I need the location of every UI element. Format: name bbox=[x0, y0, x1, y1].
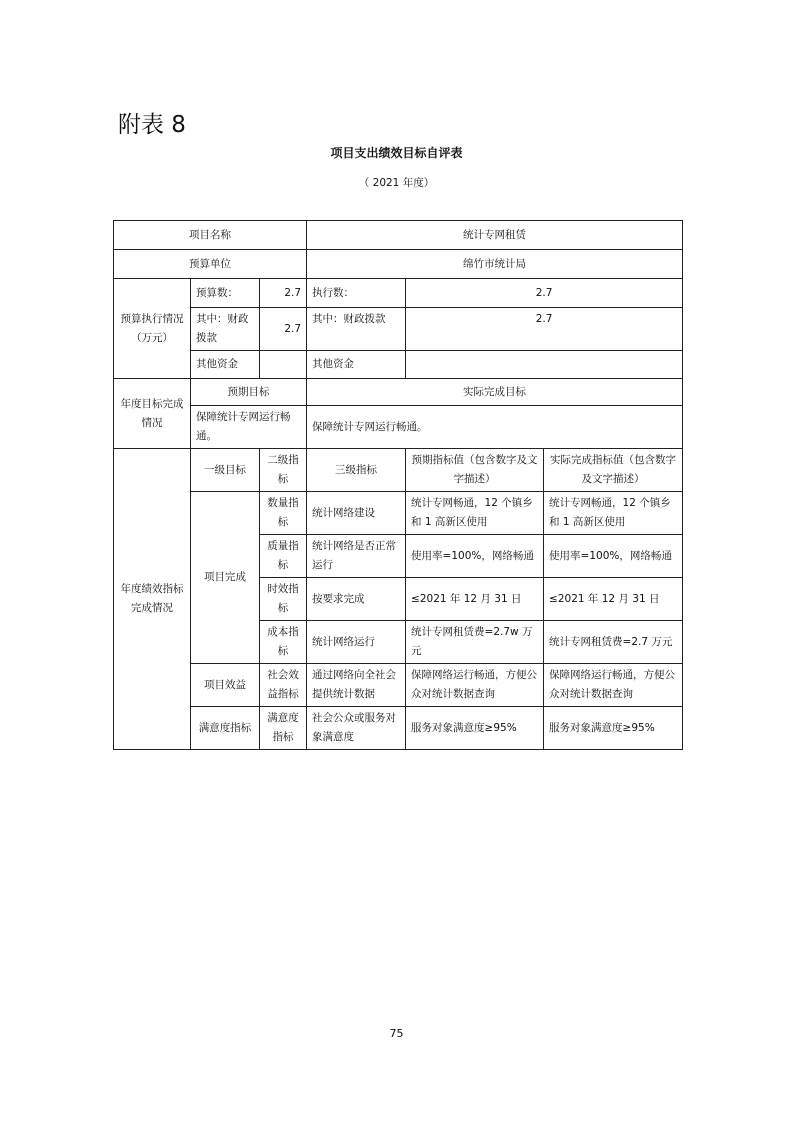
actual-goal-header: 实际完成目标 bbox=[307, 379, 683, 406]
exec-value: 2.7 bbox=[406, 279, 683, 308]
exec-fiscal-value: 2.7 bbox=[406, 308, 683, 351]
group-satisfaction: 满意度指标 bbox=[191, 707, 260, 750]
budget-value: 2.7 bbox=[260, 279, 307, 308]
row-expected: 保障网络运行畅通，方便公众对统计数据查询 bbox=[406, 664, 544, 707]
row-expected: ≤2021 年 12 月 31 日 bbox=[406, 578, 544, 621]
row-level3: 通过网络向全社会提供统计数据 bbox=[307, 664, 406, 707]
row-level2: 数量指标 bbox=[260, 492, 307, 535]
page-number: 75 bbox=[389, 1027, 404, 1040]
row-expected: 统计专网租赁费=2.7w 万元 bbox=[406, 621, 544, 664]
row-level3: 按要求完成 bbox=[307, 578, 406, 621]
header-actual: 实际完成指标值（包含数字及文字描述） bbox=[544, 449, 683, 492]
row-expected: 服务对象满意度≥95% bbox=[406, 707, 544, 750]
row-level2: 社会效益指标 bbox=[260, 664, 307, 707]
expected-goal: 保障统计专网运行畅通。 bbox=[191, 406, 307, 449]
row-level2: 质量指标 bbox=[260, 535, 307, 578]
row-expected: 使用率=100%，网络畅通 bbox=[406, 535, 544, 578]
exec-other-funds-value bbox=[406, 351, 683, 379]
row-level2: 时效指标 bbox=[260, 578, 307, 621]
header-level2: 二级指标 bbox=[260, 449, 307, 492]
annual-goal-label: 年度目标完成情况 bbox=[114, 379, 191, 449]
row-level3: 统计网络运行 bbox=[307, 621, 406, 664]
header-expected: 预期指标值（包含数字及文字描述） bbox=[406, 449, 544, 492]
row-actual: 统计专网租赁费=2.7 万元 bbox=[544, 621, 683, 664]
form-title: 项目支出绩效目标自评表 bbox=[330, 146, 463, 160]
row-actual: ≤2021 年 12 月 31 日 bbox=[544, 578, 683, 621]
self-evaluation-table bbox=[113, 220, 683, 750]
budget-exec-label: 预算执行情况（万元） bbox=[114, 279, 191, 379]
row-expected: 统计专网畅通，12 个镇乡和 1 高新区使用 bbox=[406, 492, 544, 535]
expected-goal-header: 预期目标 bbox=[191, 379, 307, 406]
actual-goal: 保障统计专网运行畅通。 bbox=[307, 406, 683, 449]
header-level3: 三级指标 bbox=[307, 449, 406, 492]
fiscal-label: 其中：财政拨款 bbox=[191, 308, 260, 351]
other-funds-value bbox=[260, 351, 307, 379]
row-actual: 使用率=100%，网络畅通 bbox=[544, 535, 683, 578]
indicator-section-label: 年度绩效指标完成情况 bbox=[114, 449, 191, 750]
table-row bbox=[114, 707, 683, 750]
form-year: （ 2021 年度） bbox=[358, 177, 435, 189]
budget-unit-label: 预算单位 bbox=[114, 250, 307, 279]
table-row bbox=[114, 664, 683, 707]
appendix-label: 附表 8 bbox=[118, 112, 186, 138]
other-funds-label: 其他资金 bbox=[191, 351, 260, 379]
row-level2: 满意度指标 bbox=[260, 707, 307, 750]
budget-label: 预算数： bbox=[191, 279, 260, 308]
group-completion: 项目完成 bbox=[191, 492, 260, 664]
project-name-label: 项目名称 bbox=[114, 221, 307, 250]
fiscal-value: 2.7 bbox=[260, 308, 307, 351]
row-actual: 保障网络运行畅通，方便公众对统计数据查询 bbox=[544, 664, 683, 707]
row-level3: 社会公众或服务对象满意度 bbox=[307, 707, 406, 750]
exec-label: 执行数： bbox=[307, 279, 406, 308]
row-level3: 统计网络建设 bbox=[307, 492, 406, 535]
exec-fiscal-label: 其中：财政拨款 bbox=[307, 308, 406, 351]
table-row bbox=[114, 492, 683, 535]
group-benefit: 项目效益 bbox=[191, 664, 260, 707]
project-name-value: 统计专网租赁 bbox=[307, 221, 683, 250]
row-actual: 服务对象满意度≥95% bbox=[544, 707, 683, 750]
header-level1: 一级目标 bbox=[191, 449, 260, 492]
exec-other-funds-label: 其他资金 bbox=[307, 351, 406, 379]
budget-unit-value: 绵竹市统计局 bbox=[307, 250, 683, 279]
row-level2: 成本指标 bbox=[260, 621, 307, 664]
row-actual: 统计专网畅通，12 个镇乡和 1 高新区使用 bbox=[544, 492, 683, 535]
row-level3: 统计网络是否正常运行 bbox=[307, 535, 406, 578]
